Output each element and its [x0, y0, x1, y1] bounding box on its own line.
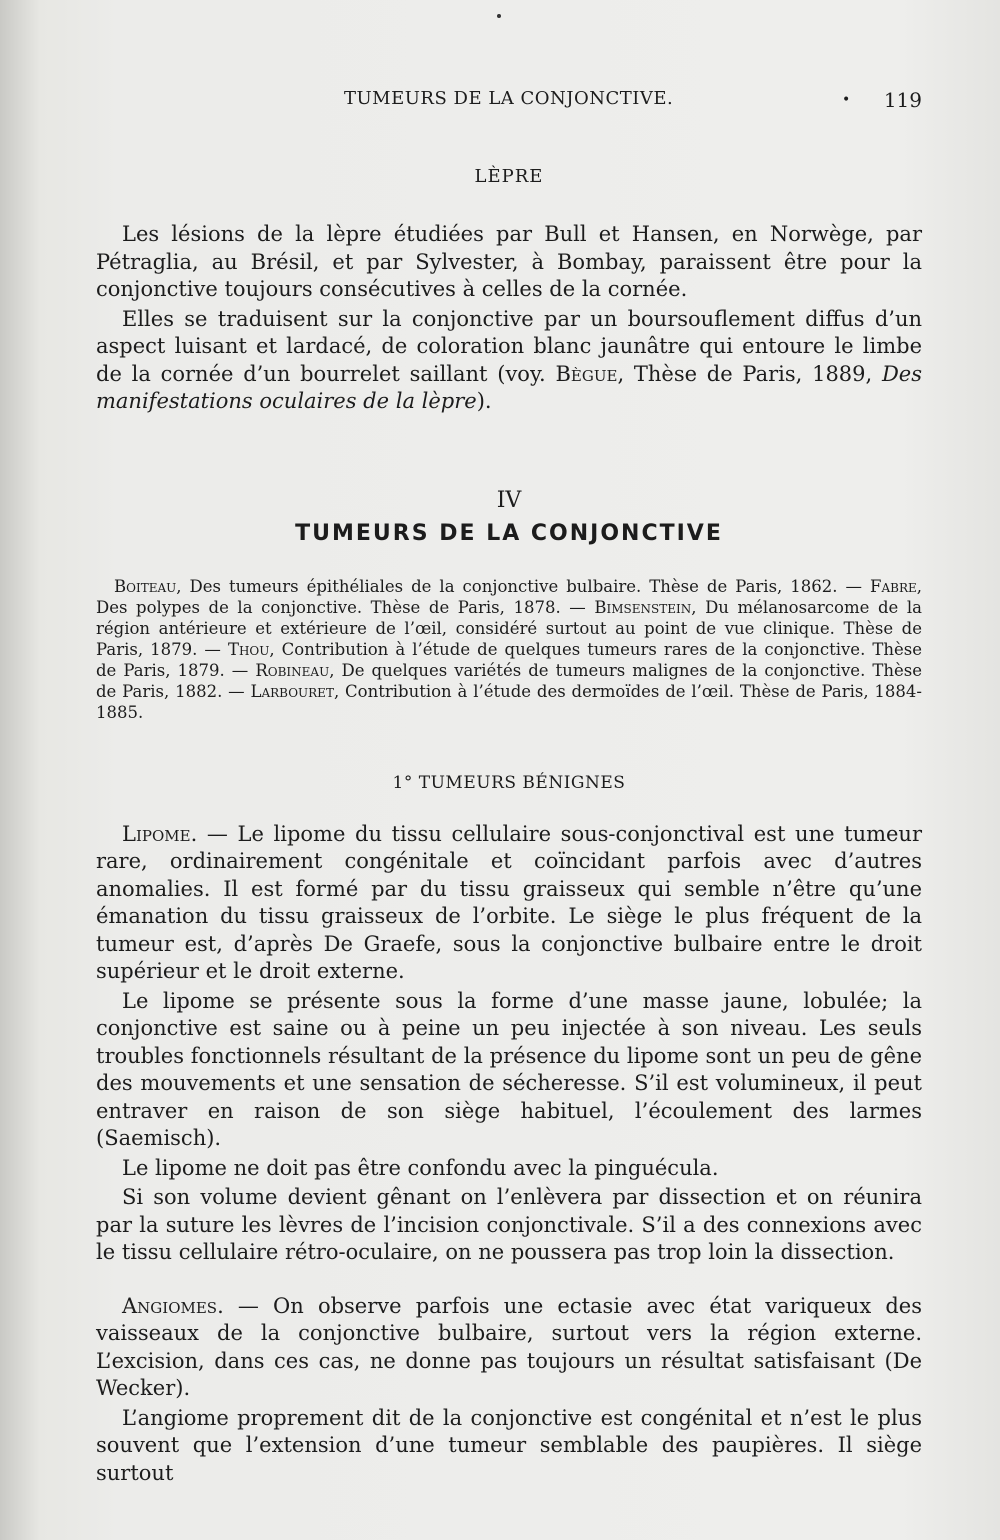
biblio-author: Thou [227, 639, 270, 659]
lipome-label: Lipome [122, 821, 191, 846]
lepre-p2-text-b: , Thèse de Paris, 1889, [617, 361, 882, 386]
lepre-p2-text-c: ). [476, 389, 492, 413]
angiomes-paragraph-1 [96, 1293, 922, 1403]
angiomes-label: Angiomes [122, 1293, 218, 1318]
biblio-entry: , De quelques variétés de tumeurs malignes de la conjonctive. Thèse de Paris, 1882. — [96, 660, 922, 701]
print-speck [497, 14, 501, 18]
print-mark: • [842, 92, 851, 108]
biblio-entry: , Des polypes de la conjonctive. Thèse de Paris, 1878. — [96, 576, 922, 617]
biblio-entry: , Contribution à l’étude des dermoïdes de l’œil. Thèse de Paris, 1884-1885. [96, 681, 922, 722]
lipome-paragraph-2: Le lipome se présente sous la forme d’une masse jaune, lobulée; la conjonctive est saine ou à peine un peu injectée à son niveau. Les seuls troubles fonctionnels résultant de la présence du lipome sont un peu de gêne des mouvements et une sensation de sécheresse. S’il est volumineux, il peut entraver en raison de son siège habituel, l’écoulement des larmes (Saemisch). [96, 988, 922, 1150]
paragraph-gap [96, 1267, 922, 1293]
biblio-entry: , Des tumeurs épithéliales de la conjonctive bulbaire. Thèse de Paris, 1862. — [176, 576, 871, 596]
page-content [96, 166, 922, 1487]
thesis-title: Des manifestations oculaires de la lèpre [96, 361, 923, 413]
lipome-p1-text: . — Le lipome du tissu cellulaire sous-conjonctival est une tumeur rare, ordinairement congénitale et coïncidant parfois avec d’autres anomalies. Il est formé par du tissu graisseux qui semble n’être qu’une émanation du tissu graisseux de l’orbite. Le siège le plus fréquent de la tumeur est, d’après De Graefe, sous la conjonctive bulbaire entre le droit supérieur et le droit externe. [96, 821, 922, 983]
running-head-title: TUMEURS DE LA CONJONCTIVE. [344, 88, 674, 109]
lepre-paragraph-2 [96, 306, 922, 416]
lepre-paragraph-1: Les lésions de la lèpre étudiées par Bull et Hansen, en Norwège, par Pétraglia, au Brésil, et par Sylvester, à Bombay, paraissent être pour la conjonctive toujours consécutives à celles de la cornée. [96, 222, 922, 301]
lipome-paragraph-3: Le lipome ne doit pas être confondu avec la pinguécula. [122, 1155, 719, 1180]
angiomes-paragraph-2: L’angiome proprement dit de la conjonctive est congénital et n’est le plus souvent que l’extension d’une tumeur semblable des paupières. Il siège surtout [96, 1405, 922, 1485]
chapter-title: TUMEURS DE LA CONJONCTIVE [295, 520, 723, 546]
subsection-title-benignes: 1° TUMEURS BÉNIGNES [392, 772, 626, 793]
section-title-lepre: LÈPRE [474, 166, 544, 187]
lepre-p2-text-a: Elles se traduisent sur la conjonctive par un boursouflement diffus d’un aspect luisant et lardacé, de coloration blanc jaunâtre qui entoure le limbe de la cornée d’un bourrelet saillant (voy. [96, 306, 922, 386]
chapter-number: IV [496, 487, 522, 513]
lipome-paragraph-4: Si son volume devient gênant on l’enlèvera par dissection et on réunira par la suture les lèvres de l’incision conjonctivale. S’il a des connexions avec le tissu cellulaire rétro-oculaire, on ne poussera pas trop loin la dissection. [96, 1185, 922, 1264]
running-head [120, 88, 926, 114]
lipome-paragraph-1 [96, 821, 922, 986]
biblio-author: Robineau [255, 660, 330, 680]
author-begue: Bègue [555, 361, 618, 386]
page-number: 119 [883, 88, 922, 112]
angiomes-p1-text: . — On observe parfois une ectasie avec état variqueux des vaisseaux de la conjonctive bulbaire, surtout vers la région externe. L’excision, dans ces cas, ne donne pas toujours un résultat satisfaisant (De Wecker). [96, 1293, 922, 1400]
biblio-author: Bimsenstein [594, 597, 692, 617]
biblio-author: Boiteau [114, 576, 177, 596]
biblio-author: Fabre [870, 576, 917, 596]
bibliography [96, 576, 922, 723]
biblio-entry: , Du mélanosarcome de la région antérieure et extérieure de l’œil, considéré surtout au point de vue clinique. Thèse de Paris, 1879. — [96, 597, 923, 659]
biblio-author: Larbouret [250, 681, 334, 701]
biblio-entry: , Contribution à l’étude de quelques tumeurs rares de la conjonctive. Thèse de Paris, 1879. — [96, 639, 922, 680]
